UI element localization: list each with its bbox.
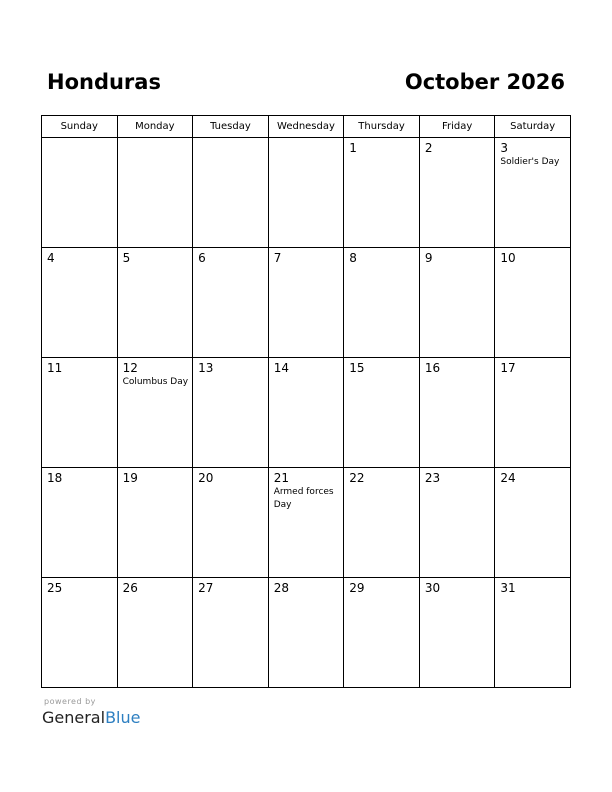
brand-general-text: General [42,708,106,727]
day-cell [344,468,420,578]
day-number: 11 [47,361,63,375]
day-cell [419,138,495,248]
holiday-label: Armed forces Day [273,487,334,510]
holiday-label: Soldier's Day [500,157,560,167]
weekday-wednesday: Wednesday [268,116,344,138]
day-cell [193,578,269,688]
day-cell [344,358,420,468]
day-number: 28 [273,581,289,595]
month-year-title: October 2026 [404,70,565,94]
day-cell [117,358,193,468]
calendar-grid [41,115,571,688]
day-cell [495,578,571,688]
day-cell [42,468,118,578]
day-number: 20 [198,471,214,485]
day-number: 2 [424,141,433,155]
day-cell [42,358,118,468]
day-cell [268,138,344,248]
week-row [42,578,571,688]
day-cell [419,468,495,578]
day-number: 25 [47,581,63,595]
day-number: 13 [198,361,214,375]
day-number: 29 [349,581,365,595]
day-number: 27 [198,581,214,595]
weekday-friday: Friday [419,116,495,138]
day-cell [193,468,269,578]
generalblue-logo[interactable] [42,708,140,727]
week-row [42,468,571,578]
day-cell [495,468,571,578]
day-number: 17 [500,361,516,375]
holiday-label: Columbus Day [122,377,189,387]
weekday-tuesday: Tuesday [193,116,269,138]
day-cell [193,358,269,468]
brand-blue-text: Blue [105,708,141,727]
day-cell [419,358,495,468]
day-cell [344,138,420,248]
weekday-header-row [42,116,571,138]
day-cell [42,138,118,248]
day-number: 8 [349,251,357,265]
week-row [42,138,571,248]
day-number: 9 [424,251,433,265]
day-cell [42,578,118,688]
day-number: 23 [424,471,441,485]
day-number: 12 [122,361,138,375]
day-number: 5 [122,251,131,265]
day-number: 22 [349,471,365,485]
day-number: 1 [349,141,357,155]
day-number: 18 [47,471,63,485]
day-number: 15 [349,361,365,375]
day-number: 26 [122,581,138,595]
week-row [42,248,571,358]
country-title: Honduras [47,70,161,94]
day-cell [193,248,269,358]
day-cell [42,248,118,358]
day-number: 3 [500,141,509,155]
day-cell [344,248,420,358]
weekday-thursday: Thursday [344,116,420,138]
day-cell [268,248,344,358]
day-cell [419,578,495,688]
day-number: 16 [424,361,441,375]
weekday-saturday: Saturday [495,116,571,138]
day-number: 19 [122,471,138,485]
day-number: 21 [273,471,289,485]
day-cell [419,248,495,358]
day-cell [495,248,571,358]
powered-by-label: powered by [44,697,96,706]
day-number: 7 [273,251,282,265]
day-cell [117,578,193,688]
week-row [42,358,571,468]
day-cell [117,468,193,578]
day-number: 10 [500,251,516,265]
day-number: 24 [500,471,516,485]
day-number: 31 [500,581,516,595]
day-cell [193,138,269,248]
day-cell [268,578,344,688]
day-number: 14 [273,361,289,375]
weekday-sunday: Sunday [42,116,118,138]
weekday-monday: Monday [117,116,193,138]
day-cell [117,138,193,248]
day-number: 6 [198,251,206,265]
day-cell [268,358,344,468]
day-cell [344,578,420,688]
day-cell [495,138,571,248]
day-cell [495,358,571,468]
day-number: 30 [424,581,441,595]
day-cell [117,248,193,358]
day-cell [268,468,344,578]
day-number: 4 [47,251,55,265]
